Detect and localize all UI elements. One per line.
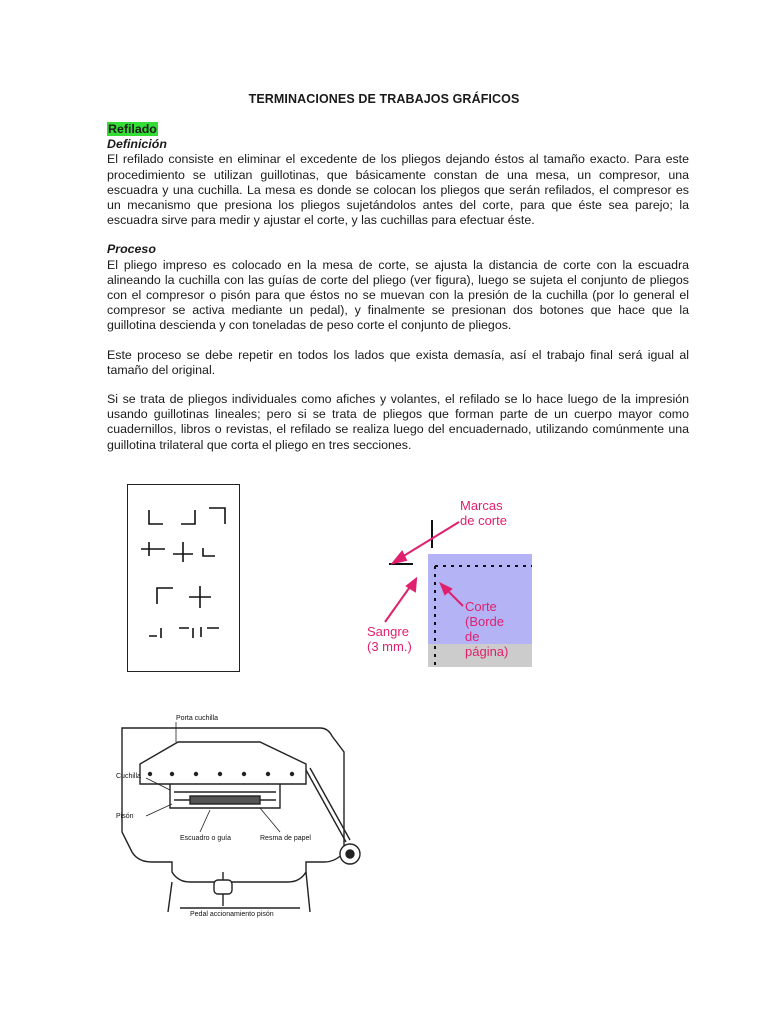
label-square: Escuadro o guía	[180, 835, 231, 842]
label-knife: Cuchilla	[116, 773, 141, 780]
repeat-paragraph: Este proceso se debe repetir en todos los lados que exista demasía, así el trabajo final será igual al tamaño del original.	[107, 347, 689, 377]
label-marks-line2: de corte	[460, 513, 507, 528]
label-bleed-line1: Sangre	[367, 624, 409, 639]
guillotine-diagram	[110, 712, 380, 918]
process-heading: Proceso	[107, 242, 156, 257]
page-title: TERMINACIONES DE TRABAJOS GRÁFICOS	[248, 92, 520, 106]
definition-heading: Definición	[107, 137, 167, 152]
label-cut-line1: Corte	[465, 599, 497, 614]
body-text	[107, 122, 689, 453]
definition-paragraph: El refilado consiste en eliminar el excedente de los pliegos dejando éstos al tamaño exacto. Para este procedimiento se utilizan guillotinas, que básicamente constan de una mesa, un compresor, una escuadra y una cuchilla. La mesa es donde se colocan los pliegos que serán refilados, el compresor es un mecanismo que presiona los pliegos sujetándolos antes del corte, para que éste sea parejo; la escuadra sirve para medir y ajustar el corte, y las cuchillas para efectuar éste.	[107, 152, 689, 228]
individual-paragraph: Si se trata de pliegos individuales como afiches y volantes, el refilado se lo hace luego de la impresión usando guillotinas lineales; pero si se trata de pliegos que forman parte de un cuerpo mayor como cuadernillos, libros o revistas, el refilado se realiza luego del encuadernado, utilizando comúnmente una guillotina trilateral que corta el pliego en tres secciones.	[107, 392, 689, 452]
label-pedal: Pedal accionamiento pisón	[190, 911, 274, 918]
crop-marks-sample-figure	[127, 484, 241, 672]
crop-marks-detail-figure	[365, 490, 545, 675]
label-bleed-line2: (3 mm.)	[367, 639, 412, 654]
label-paper: Resma de papel	[260, 835, 311, 842]
label-marks-line1: Marcas	[460, 498, 503, 513]
label-knife-holder: Porta cuchilla	[176, 715, 219, 722]
label-presser: Pisón	[116, 813, 134, 820]
label-cut-line3: de	[465, 629, 480, 644]
section-label: Refilado	[108, 122, 157, 136]
label-cut-line4: página)	[465, 644, 509, 659]
label-cut-line2: (Borde	[465, 614, 505, 629]
process-paragraph: El pliego impreso es colocado en la mesa de corte, se ajusta la distancia de corte con la escuadra alineando la cuchilla con las guías de corte del pliego (ver figura), luego se sujeta el conjunto de pliegos con el compresor o pisón para que éstos no se muevan con la presión de la cuchilla (por lo general el compresor se activa mediante un pedal), y finalmente se presionan dos botones que hace que la guillotina descienda y con toneladas de peso corte el conjunto de pliegos.	[107, 257, 689, 333]
